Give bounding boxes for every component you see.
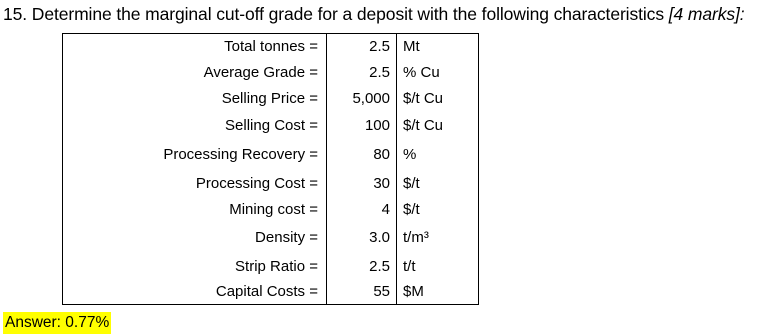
row-unit: Mt [403,38,420,56]
row-label: Density = [63,222,327,253]
question-marks: [4 marks]: [668,4,745,24]
row-label: Capital Costs = [63,280,327,305]
row-unit: t/t [403,257,416,275]
row-unit: $/t [403,175,420,192]
table-row [63,222,479,253]
row-value: 2.5 [327,253,397,280]
row-label: Selling Price = [63,86,327,112]
table-row [63,280,479,305]
row-label: Mining cost = [63,198,327,222]
table-row [63,198,479,222]
row-value: 2.5 [327,60,397,86]
row-label: Selling Cost = [63,112,327,139]
row-value: 4 [327,198,397,222]
row-label: Processing Cost = [63,170,327,198]
row-label: Strip Ratio = [63,253,327,280]
row-value: 80 [327,139,397,170]
question-body: 15. Determine the marginal cut-off grade for a deposit with the following characteristics [3,4,669,24]
row-unit: $M [403,283,424,301]
row-label: Processing Recovery = [63,139,327,170]
row-value: 2.5 [327,34,397,60]
row-value: 55 [327,280,397,305]
table-row [63,60,479,86]
table-row [63,86,479,112]
answer-highlight: Answer: 0.77% [3,312,111,334]
characteristics-table [62,33,479,305]
table-row [63,34,479,60]
table-row [63,170,479,198]
table-row [63,112,479,139]
question-text [3,4,745,25]
row-unit: % [403,145,417,163]
row-value: 3.0 [327,222,397,253]
row-value: 30 [327,170,397,198]
row-label: Average Grade = [63,60,327,86]
row-unit: $/t Cu [403,116,444,134]
row-unit: $/t [403,201,420,218]
table-row [63,139,479,170]
row-label: Total tonnes = [63,34,327,60]
row-unit: % Cu [403,64,440,81]
table-row [63,253,479,280]
row-unit: $/t Cu [403,90,444,107]
row-unit: t/m³ [403,228,429,246]
row-value: 5,000 [327,86,397,112]
row-value: 100 [327,112,397,139]
